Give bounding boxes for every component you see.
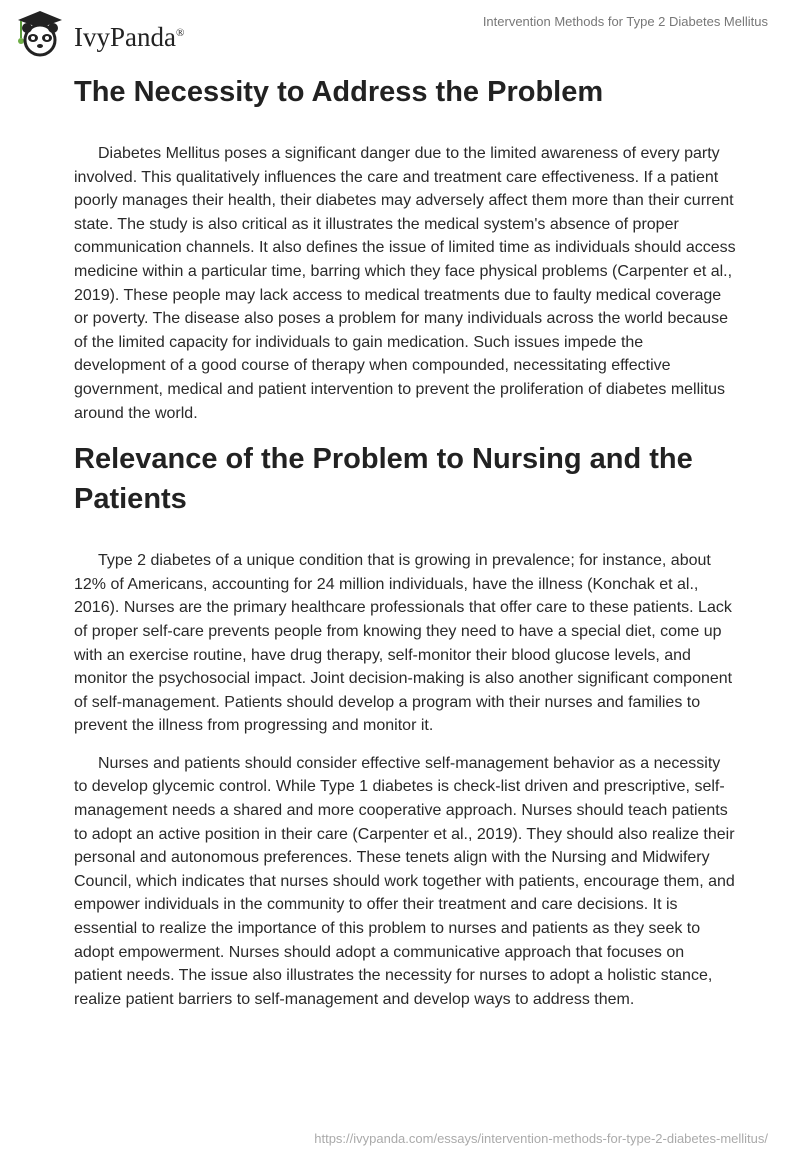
document-title: Intervention Methods for Type 2 Diabetes Mellitus <box>482 14 768 29</box>
paragraph: Type 2 diabetes of a unique condition that is growing in prevalence; for instance, about 12% of Americans, accounting for 24 million individuals, have the illness (Konchak et al., 2016). Nurses are the primary healthcare professionals that offer care to these patients. Lack of proper self-care prevents people from knowing they need to have a special diet, come up with an exercise routine, have drug therapy, self-monitor their blood glucose levels, and monitor the psychosocial impact. Joint decision-making is also another significant component of self-management. Patients should develop a program with their nurses and families to prevent the illness from progressing and monitor it. <box>74 552 733 735</box>
section-heading: The Necessity to Address the Problem <box>74 76 604 108</box>
logo-name: IvyPanda <box>74 21 176 52</box>
logo-text <box>74 22 184 53</box>
paragraph: Nurses and patients should consider effective self-management behavior as a necessity to develop glycemic control. While Type 1 diabetes is check-list driven and prescriptive, self-management needs a shared and more cooperative approach. Nurses should teach patients to adopt an active position in their care (Carpenter et al., 2019). They should also realize their personal and autonomous preferences. These tenets align with the Nursing and Midwifery Council, which indicates that nurses should work together with patients, encourage them, and empower individuals in the community to offer their treatment and care decisions. It is essential to realize the importance of this problem to nurses and patients as they seek to adopt empowerment. Nurses should adopt a communicative approach that focuses on patient needs. The issue also illustrates the necessity for nurses to adopt a holistic stance, realize patient barriers to self-management and develop ways to address them. <box>74 754 735 1008</box>
essay-content <box>74 72 736 1025</box>
paragraph: Diabetes Mellitus poses a significant danger due to the limited awareness of every party involved. This qualitatively influences the care and treatment care effectiveness. If a patient poorly manages their health, their diabetes may adversely affect them more than their current state. The study is also critical as it illustrates the medical system's absence of proper communication channels. It also defines the issue of limited time as individuals should access medicine within a particular time, barring which they face physical problems (Carpenter et al., 2019). These people may lack access to medical treatments due to faulty medical coverage or poverty. The disease also poses a problem for many individuals across the world because of the limited capacity for individuals to gain medication. Such issues impede the development of a good course of therapy when compounded, necessitating effective government, medical and patient intervention to prevent the proliferation of diabetes mellitus around the world. <box>74 145 736 422</box>
source-url[interactable]: https://ivypanda.com/essays/intervention-methods-for-type-2-diabetes-mellitus/ <box>314 1131 768 1146</box>
panda-graduate-icon <box>12 8 70 58</box>
registered-mark: ® <box>175 26 185 39</box>
ivypanda-logo[interactable] <box>12 8 184 58</box>
section-heading: Relevance of the Problem to Nursing and the Patients <box>74 443 693 516</box>
